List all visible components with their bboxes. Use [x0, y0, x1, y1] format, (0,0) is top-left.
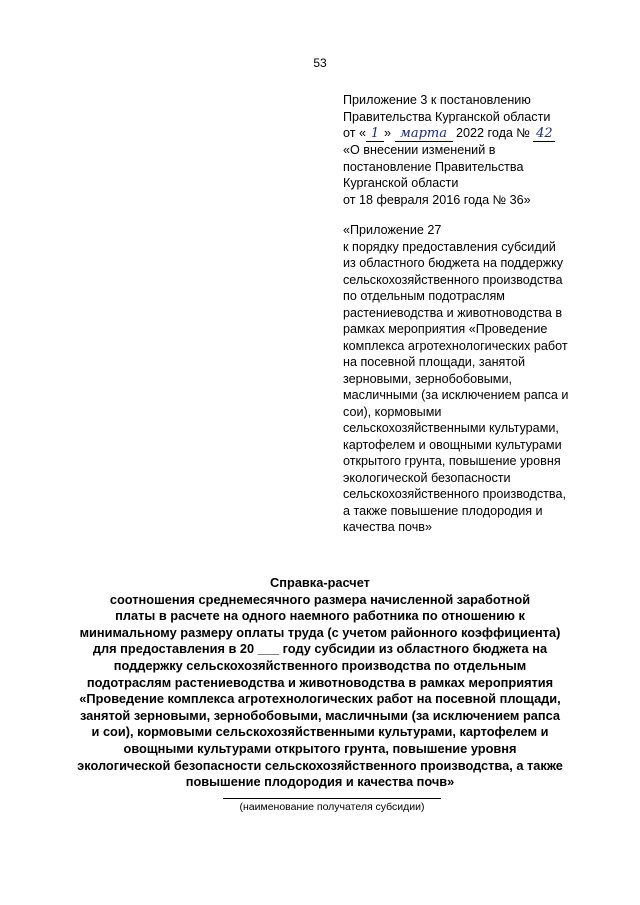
quote-line: из областного бюджета на поддержку — [343, 256, 564, 270]
date-prefix: от « — [343, 126, 366, 140]
quote-line: к порядку предоставления субсидий — [343, 239, 556, 254]
quote-line: экологической безопасности — [343, 470, 511, 485]
quote-line: по отдельным подотраслям — [343, 289, 505, 303]
quote-line: открытого грунта, повышение уровня — [343, 454, 561, 468]
quote-line: сельскохозяйственного производства, — [343, 487, 566, 501]
heading-line: для предоставления в 20 ___ году субсидии из областного бюджета на — [92, 641, 548, 657]
quote-line: качества почв» — [343, 520, 432, 534]
heading-line: подотраслям растениеводства и животноводства в рамках мероприятия — [86, 674, 554, 690]
heading-line: «Проведение комплекса агротехнологических работ на посевной площади, — [79, 691, 561, 707]
date-mid: » — [384, 126, 392, 140]
heading-line: минимальному размеру оплаты труда (с учетом районного коэффициента) — [79, 624, 561, 640]
handwritten-number: 42 — [533, 127, 555, 142]
quote-line: на посевной площади, занятой — [343, 355, 526, 369]
signature-line — [223, 798, 441, 799]
quote-block — [343, 222, 613, 536]
handwritten-day: 1 — [366, 127, 384, 142]
appendix-header — [343, 92, 613, 208]
quote-line: масличными (за исключением рапса и — [343, 388, 569, 402]
heading-line: повышение плодородия и качества почв» — [185, 774, 455, 790]
heading-line: соотношения среднемесячного размера начисленной заработной — [109, 591, 531, 607]
appendix-line: от 18 февраля 2016 года № 36» — [343, 192, 531, 207]
heading-title: Справка-расчет — [270, 575, 370, 590]
heading-line: экологической безопасности сельскохозяйственного производства, а также — [77, 757, 563, 773]
appendix-line: «О внесении изменений в — [343, 143, 496, 157]
heading-line: поддержку сельскохозяйственного производства по отдельным — [113, 657, 527, 673]
appendix-line: постановление Правительства — [343, 159, 524, 174]
quote-line: комплекса агротехнологических работ — [343, 338, 568, 353]
quote-line: зерновыми, зернобобовыми, — [343, 371, 513, 386]
certificate-heading — [0, 575, 640, 791]
quote-line: растениеводства и животноводства в — [343, 305, 563, 320]
quote-line: а также повышение плодородия и — [343, 503, 543, 518]
quote-line: сои), кормовыми — [343, 404, 442, 419]
appendix-line: Приложение 3 к постановлению — [343, 93, 531, 107]
quote-line: сельскохозяйственного производства — [343, 272, 563, 287]
heading-line: занятой зерновыми, зернобобовыми, масличными (за исключением рапса — [79, 707, 561, 723]
date-year: 2022 года № — [456, 126, 530, 140]
heading-line: овощными культурами открытого грунта, повышение уровня — [123, 740, 517, 756]
quote-line: рамках мероприятия «Проведение — [343, 322, 548, 336]
appendix-date-line — [343, 125, 613, 142]
appendix-line: Правительства Курганской области — [343, 109, 551, 124]
page-number: 53 — [313, 56, 327, 70]
signature-caption: (наименование получателя субсидии) — [239, 801, 425, 813]
heading-line: платы в расчете на одного наемного работника по отношению к — [115, 608, 525, 624]
handwritten-month: марта — [395, 127, 453, 142]
quote-line: сельскохозяйственными культурами, — [343, 421, 559, 435]
quote-line: «Приложение 27 — [343, 223, 442, 237]
quote-line: картофелем и овощными культурами — [343, 437, 562, 452]
heading-line: и сои), кормовыми сельскохозяйственными культурами, картофелем и — [91, 724, 549, 740]
appendix-line: Курганской области — [343, 176, 459, 190]
